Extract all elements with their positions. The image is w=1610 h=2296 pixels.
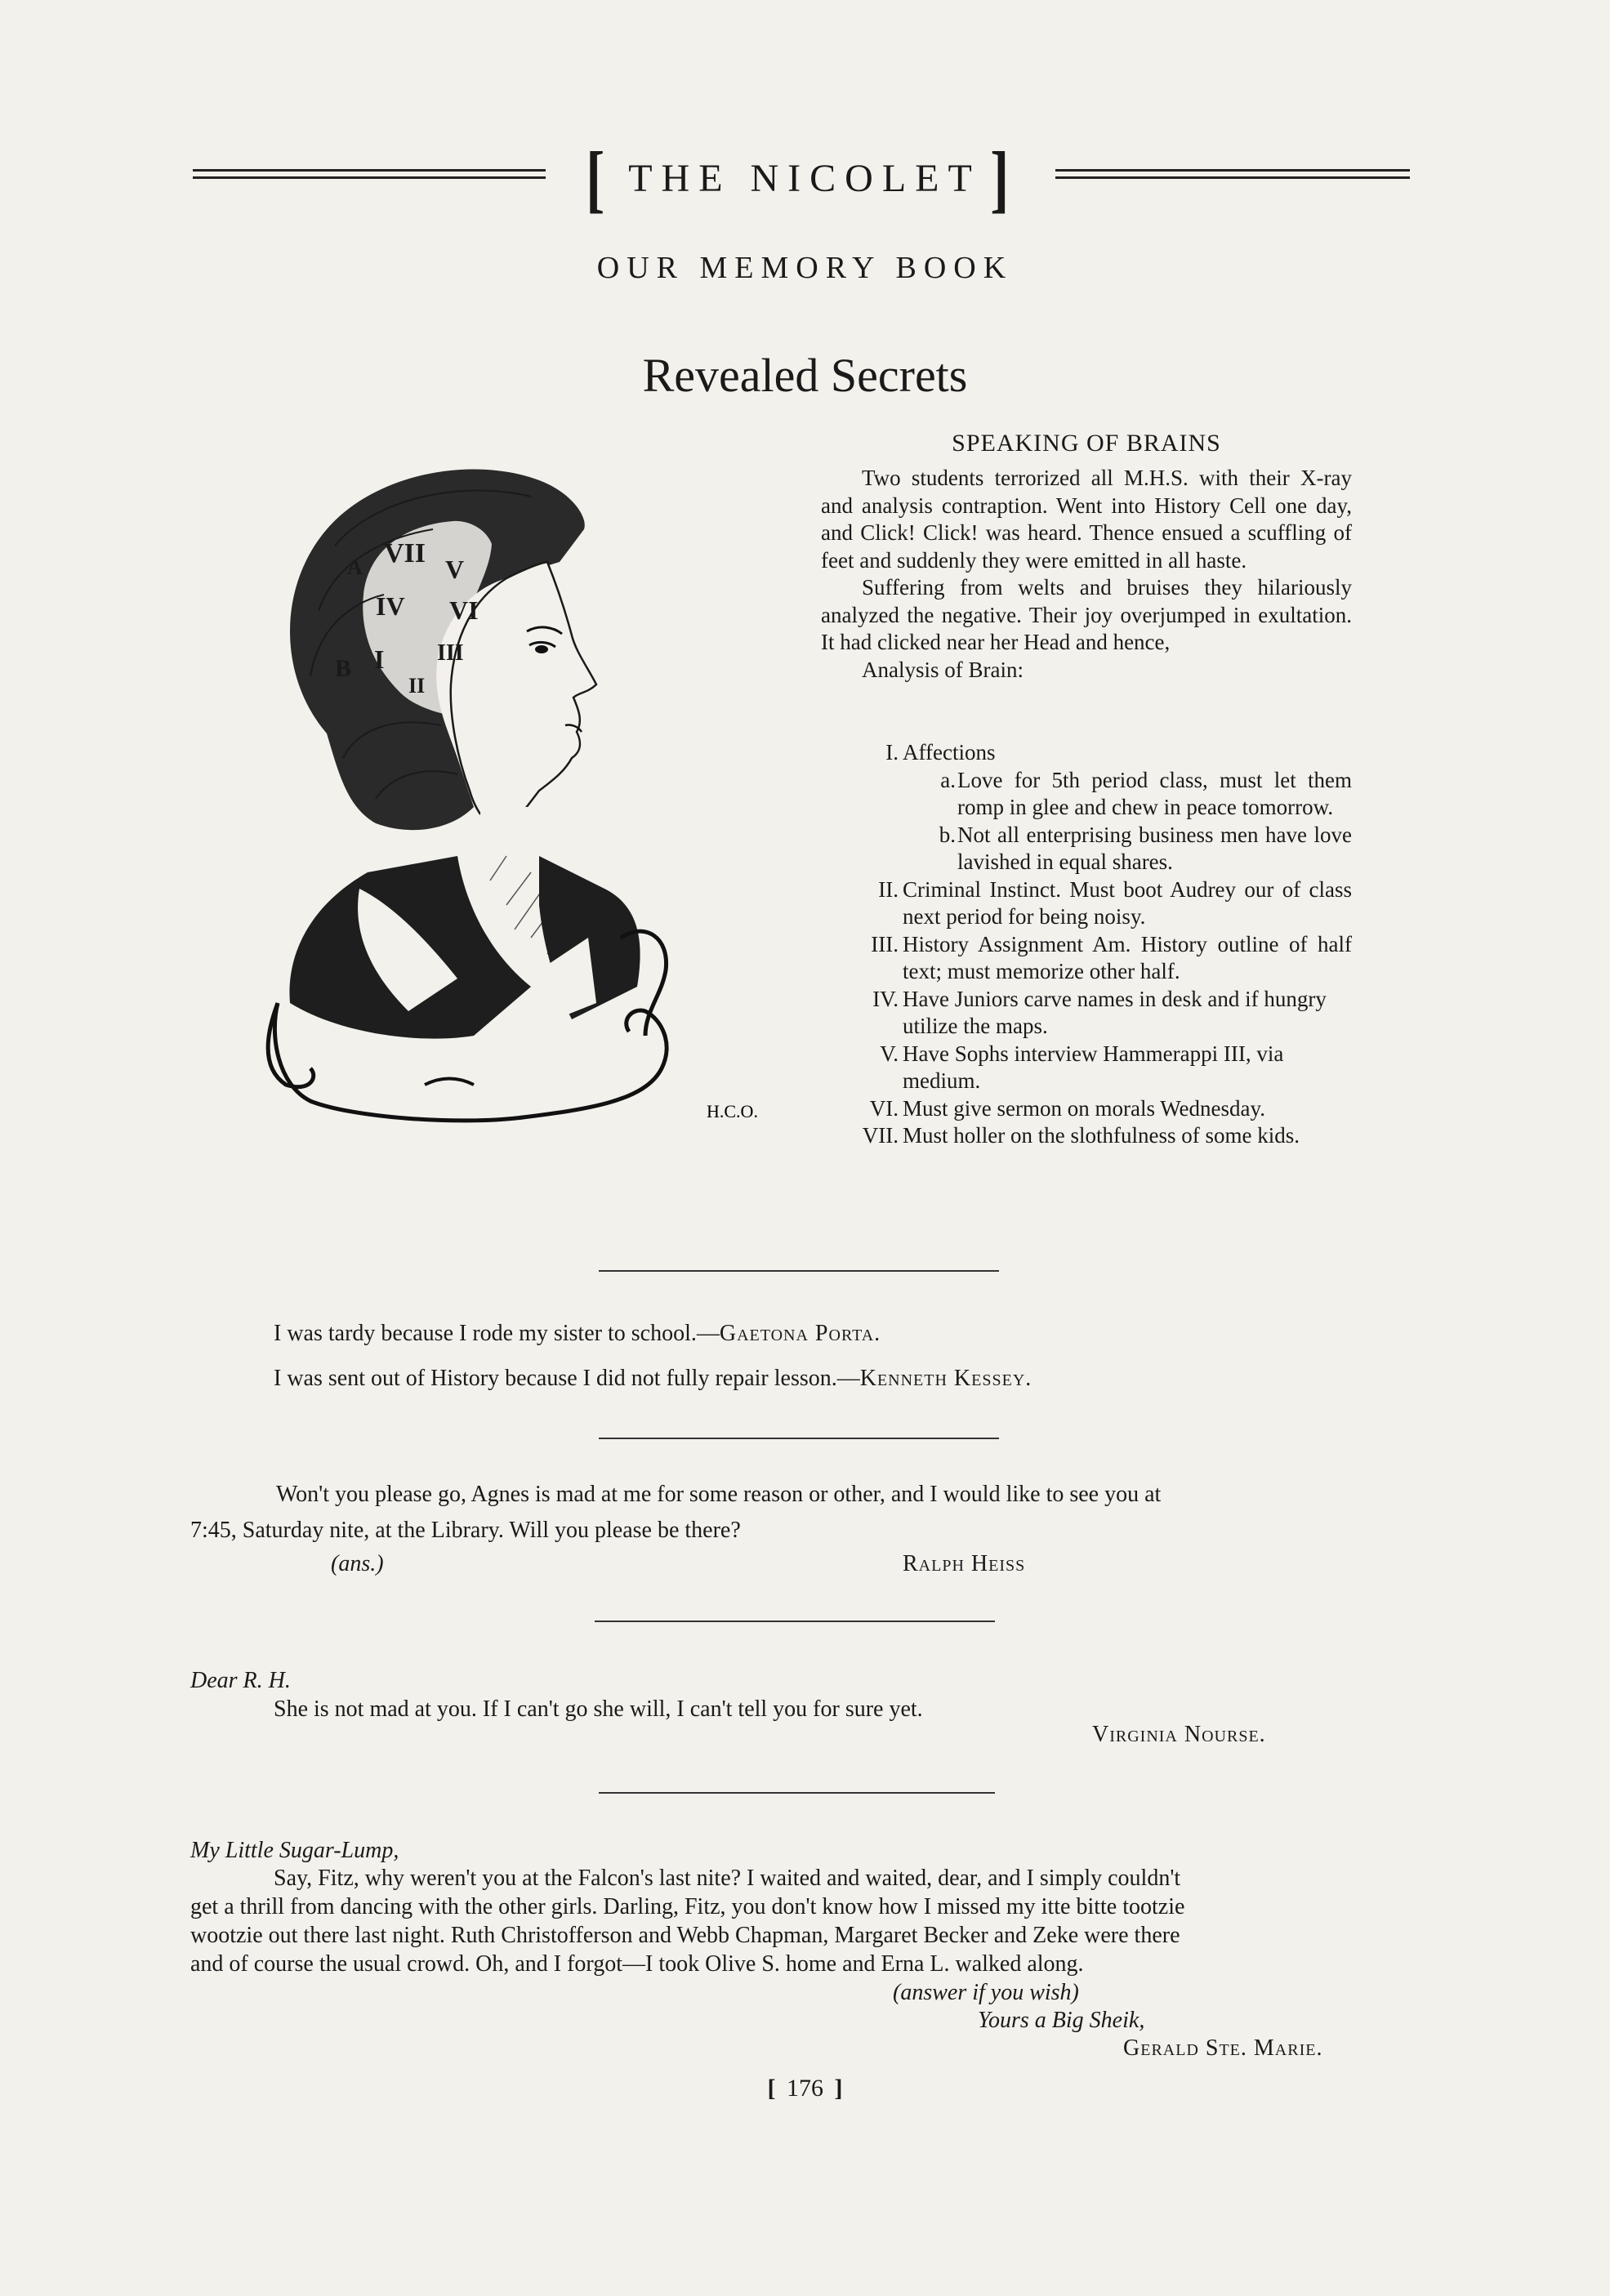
list-item: III. History Assignment Am. History outline of half text; must memorize other half.: [871, 931, 1352, 983]
right-bracket-icon: ]: [834, 2075, 843, 2102]
header-rule-right: [1055, 169, 1410, 181]
brain-label-a: A: [347, 555, 363, 579]
note-2-salutation: Dear R. H.: [190, 1668, 291, 1693]
signature-name: Kenneth Kessey.: [859, 1366, 1032, 1391]
brain-label-iii: III: [437, 640, 464, 666]
tardy-excuse-2: I was sent out of History because I did not fully repair lesson.—Kenneth Kessey.: [274, 1366, 1032, 1391]
divider: [599, 1270, 999, 1272]
left-bracket-icon: [: [767, 2075, 776, 2102]
note-3-answer: (answer if you wish): [893, 1980, 1079, 2005]
list-subitem: b. Not all enterprising business men have love lavished in equal shares.: [939, 822, 1352, 874]
note-2-signature: Virginia Nourse.: [1092, 1722, 1266, 1747]
note-1-line-1: Won't you please go, Agnes is mad at me for some reason or other, and I would like to see you at: [276, 1482, 1162, 1507]
list-item: IV. Have Juniors carve names in desk and if hungry utilize the maps.: [872, 986, 1327, 1038]
signature-name: Gaetona Porta.: [719, 1321, 881, 1346]
left-bracket-icon: [: [585, 136, 611, 220]
note-3-line-3: wootzie out there last night. Ruth Christofferson and Webb Chapman, Margaret Becker and Zeke were there: [190, 1923, 1180, 1948]
analysis-label: Analysis of Brain:: [862, 657, 1024, 682]
note-3-closing: Yours a Big Sheik,: [978, 2008, 1145, 2033]
list-item: V. Have Sophs interview Hammerappi III, via medium.: [880, 1041, 1284, 1093]
brain-label-i: I: [374, 644, 385, 674]
note-3-line-1: Say, Fitz, why weren't you at the Falcon's last nite? I waited and waited, dear, and I simply couldn't: [274, 1866, 1181, 1891]
note-3-line-4: and of course the usual crowd. Oh, and I forgot—I took Olive S. home and Erna L. walked along.: [190, 1951, 1084, 1977]
list-item: I. Affections: [885, 740, 996, 765]
list-subitem: a. Love for 5th period class, must let them romp in glee and chew in peace tomorrow.: [940, 767, 1352, 819]
page-number: [ 176 ]: [767, 2075, 843, 2102]
note-3-salutation: My Little Sugar-Lump,: [190, 1838, 399, 1863]
brain-label-iv: IV: [376, 591, 405, 621]
brains-paragraph-1: Two students terrorized all M.H.S. with their X-ray and analysis contraption. Went into History Cell one day, and Click! Click! was heard. Thence ensued a scuffling of feet and suddenly they were emitted in all haste.: [821, 466, 1352, 573]
divider: [595, 1621, 995, 1622]
section-title: OUR MEMORY BOOK: [596, 251, 1014, 285]
divider: [599, 1438, 999, 1439]
right-bracket-icon: ]: [990, 136, 1016, 220]
brain-label-vi: VI: [449, 595, 479, 625]
portrait-illustration: [261, 448, 768, 1215]
note-3-line-2: get a thrill from dancing with the other girls. Darling, Fitz, you don't know how I missed my itte bitte tootzie: [190, 1894, 1185, 1919]
brains-paragraph-2: Suffering from welts and bruises they hilariously analyzed the negative. Their joy overjumped in exultation. It had clicked near her Head and hence,: [821, 575, 1352, 654]
list-item: VII. Must holler on the slothfulness of some kids.: [862, 1123, 1300, 1148]
header-rule-left: [193, 169, 546, 181]
masthead-title: THE NICOLET: [628, 156, 981, 200]
note-1-ans: (ans.): [331, 1551, 384, 1576]
list-item: II. Criminal Instinct. Must boot Audrey our of class next period for being noisy.: [878, 876, 1352, 929]
note-1-signature: Ralph Heiss: [903, 1551, 1026, 1576]
masthead: [546, 136, 1055, 220]
note-1-line-2: 7:45, Saturday nite, at the Library. Will you please be there?: [190, 1518, 741, 1543]
brain-label-vii: VII: [384, 538, 426, 568]
artist-signature: H.C.O.: [707, 1101, 758, 1121]
brain-label-b: B: [335, 655, 352, 682]
note-3-signature: Gerald Ste. Marie.: [1123, 2035, 1323, 2061]
analysis-list: [821, 739, 1352, 1150]
brain-label-ii: II: [408, 674, 426, 698]
list-item: VI. Must give sermon on morals Wednesday.: [869, 1095, 1266, 1121]
brains-intro: [821, 465, 1352, 684]
section-heading-brains: SPEAKING OF BRAINS: [952, 430, 1221, 457]
page-title: Revealed Secrets: [642, 349, 968, 402]
note-2-body: She is not mad at you. If I can't go she will, I can't tell you for sure yet.: [274, 1696, 923, 1722]
tardy-excuse-1: I was tardy because I rode my sister to school.—Gaetona Porta.: [274, 1321, 881, 1346]
divider: [599, 1792, 995, 1794]
brain-label-v: V: [445, 555, 465, 584]
